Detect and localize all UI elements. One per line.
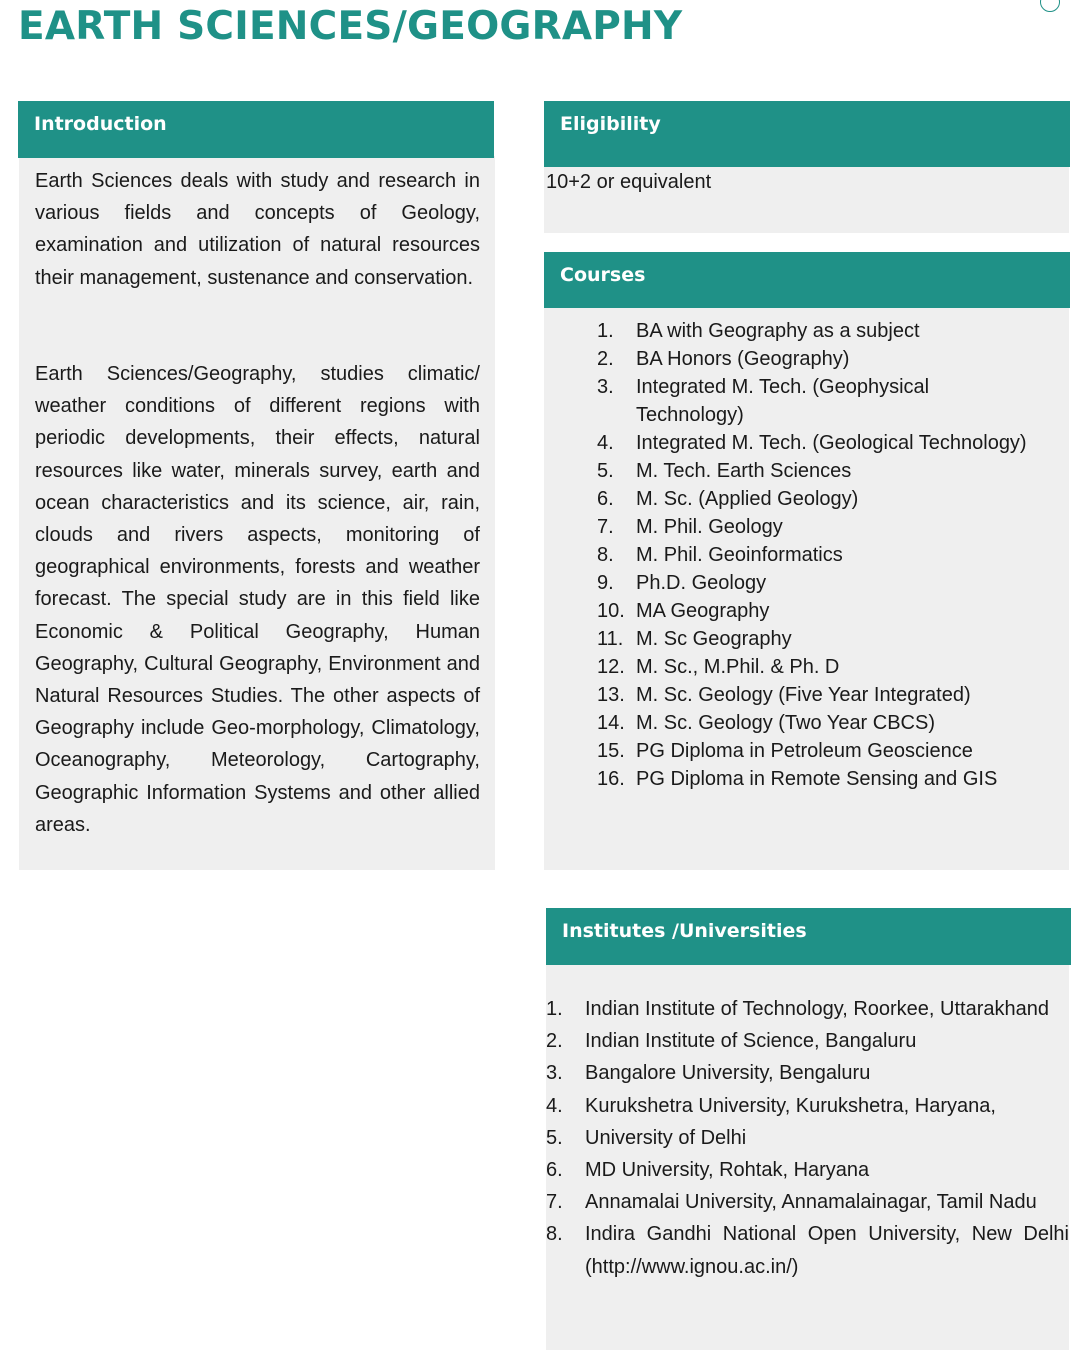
list-item xyxy=(546,1154,1069,1186)
eligibility-header: Eligibility xyxy=(544,101,1070,167)
list-item xyxy=(597,513,1067,541)
introduction-paragraph-1: Earth Sciences deals with study and research in various fields and concepts of Geology, examination and utilization of natural resources their management, sustenance and conservation. xyxy=(35,170,480,289)
list-item xyxy=(597,569,1067,597)
institute-text: Bangalore University, Bengaluru xyxy=(585,1062,871,1085)
course-text: M. Sc., M.Phil. & Ph. D xyxy=(636,656,840,678)
list-number: 9. xyxy=(597,572,614,594)
course-text: Ph.D. Geology xyxy=(636,572,767,594)
institutes-list xyxy=(546,993,1069,1283)
list-item xyxy=(597,429,1067,457)
institute-text: University of Delhi xyxy=(585,1126,747,1149)
list-item xyxy=(597,485,1067,513)
list-number: 8. xyxy=(546,1223,563,1246)
list-number: 7. xyxy=(597,516,614,538)
institute-text: MD University, Rohtak, Haryana xyxy=(585,1159,870,1182)
list-item xyxy=(597,625,1067,653)
list-number: 3. xyxy=(546,1062,563,1085)
list-number: 13. xyxy=(597,684,625,706)
list-number: 4. xyxy=(597,432,614,454)
institute-text: Indian Institute of Science, Bangaluru xyxy=(585,1030,917,1053)
circle-icon xyxy=(1040,0,1060,12)
course-text: M. Phil. Geology xyxy=(636,516,783,538)
introduction-paragraph-2: Earth Sciences/Geography, studies climatic/ weather conditions of different regions with periodic developments, their effects, natural resources like water, minerals survey, earth and ocean characteristics and its science, air, rain, clouds and rivers aspects, monitoring of geographical environments, forests and weather forecast. The special study are in this field like Economic & Political Geography, Human Geography, Cultural Geography, Environment and Natural Resources Studies. The other aspects of Geography include Geo-morphology, Climatology, Oceanography, Meteorology, Cartography, Geographic Information Systems and other allied areas. xyxy=(35,363,480,836)
list-number: 8. xyxy=(597,544,614,566)
course-text: M. Sc Geography xyxy=(636,628,792,650)
list-item xyxy=(597,765,1067,793)
course-text: M. Sc. (Applied Geology) xyxy=(636,488,859,510)
list-item xyxy=(597,597,1067,625)
course-text: BA with Geography as a subject xyxy=(636,320,920,342)
introduction-header: Introduction xyxy=(18,101,494,158)
list-item xyxy=(597,709,1067,737)
course-text: PG Diploma in Petroleum Geoscience xyxy=(636,740,973,762)
list-number: 12. xyxy=(597,656,625,678)
list-item xyxy=(546,1122,1069,1154)
course-text: BA Honors (Geography) xyxy=(636,348,850,370)
course-text: M. Sc. Geology (Five Year Integrated) xyxy=(636,684,971,706)
list-number: 15. xyxy=(597,740,625,762)
course-text: Integrated M. Tech. (Geophysical Technology) xyxy=(636,376,930,426)
courses-list xyxy=(597,317,1067,793)
course-text: M. Sc. Geology (Two Year CBCS) xyxy=(636,712,936,734)
list-number: 6. xyxy=(546,1159,563,1182)
course-text: M. Phil. Geoinformatics xyxy=(636,544,843,566)
list-item xyxy=(546,1186,1069,1218)
list-item xyxy=(546,1218,1069,1282)
list-number: 6. xyxy=(597,488,614,510)
list-item xyxy=(546,1057,1069,1089)
page-title: EARTH SCIENCES/GEOGRAPHY xyxy=(18,4,683,49)
list-item xyxy=(546,1090,1069,1122)
list-number: 14. xyxy=(597,712,625,734)
list-item xyxy=(597,681,1067,709)
eligibility-text: 10+2 or equivalent xyxy=(546,171,712,193)
list-item xyxy=(597,317,1067,345)
list-item xyxy=(597,345,1067,373)
list-item xyxy=(597,737,1067,765)
list-number: 10. xyxy=(597,600,625,622)
list-item xyxy=(546,1025,1069,1057)
list-number: 16. xyxy=(597,768,625,790)
list-number: 5. xyxy=(546,1126,563,1149)
list-item xyxy=(597,457,1067,485)
list-item xyxy=(546,993,1069,1025)
institutes-header: Institutes /Universities xyxy=(546,908,1071,965)
institute-text: Kurukshetra University, Kurukshetra, Haryana, xyxy=(585,1094,996,1117)
list-number: 7. xyxy=(546,1191,563,1214)
institute-text: Indira Gandhi National Open University, New Delhi (http://www.ignou.ac.in/) xyxy=(585,1223,1069,1278)
institute-text: Annamalai University, Annamalainagar, Tamil Nadu xyxy=(585,1191,1037,1214)
courses-header: Courses xyxy=(544,252,1070,308)
list-number: 2. xyxy=(546,1030,563,1053)
list-number: 5. xyxy=(597,460,614,482)
course-text: M. Tech. Earth Sciences xyxy=(636,460,852,482)
list-number: 11. xyxy=(597,628,624,650)
list-number: 2. xyxy=(597,348,614,370)
course-text: PG Diploma in Remote Sensing and GIS xyxy=(636,768,998,790)
list-number: 1. xyxy=(546,998,563,1020)
list-item xyxy=(597,653,1067,681)
course-text: MA Geography xyxy=(636,600,770,622)
list-number: 3. xyxy=(597,376,614,398)
list-item xyxy=(597,373,1067,429)
list-number: 1. xyxy=(597,320,614,342)
course-text: Integrated M. Tech. (Geological Technology) xyxy=(636,432,1027,454)
institute-text: Indian Institute of Technology, Roorkee, Uttarakhand xyxy=(585,998,1049,1020)
list-item xyxy=(597,541,1067,569)
list-number: 4. xyxy=(546,1094,563,1117)
